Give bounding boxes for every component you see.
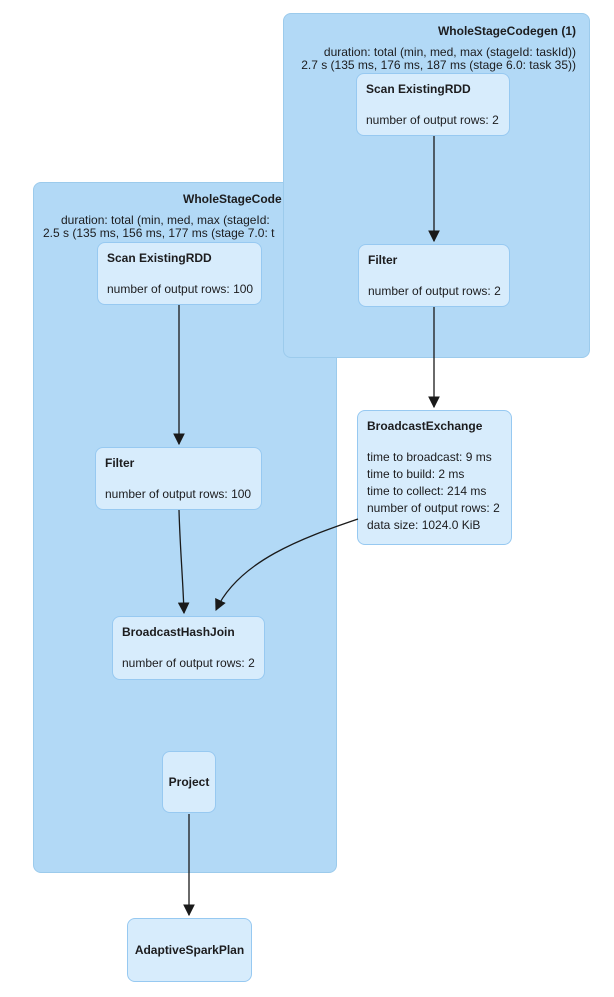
node-title: Filter [105,456,135,470]
plan-node-project [162,751,216,813]
plan-node-broadcast-exchange [357,410,512,545]
node-metrics [367,449,502,534]
node-title: Project [168,775,210,789]
plan-node-broadcast-hash-join [112,616,265,680]
cluster-title: WholeStageCodegen (1) [437,24,576,38]
plan-node-filter-1 [358,244,510,307]
plan-node-scan-existingrdd-1 [356,73,510,136]
node-title: Scan ExistingRDD [107,251,212,265]
node-title: Filter [368,253,398,267]
node-metric: number of output rows: 2 [367,501,500,515]
node-metric: number of output rows: 2 [366,113,499,127]
cluster-duration-line2: 2.5 s (135 ms, 156 ms, 177 ms (stage 7.0: t [43,226,275,240]
cluster-duration-line1: duration: total (min, med, max (stageId: taskId)) [323,45,576,59]
node-metric: number of output rows: 100 [105,487,252,501]
node-metric: time to collect: 214 ms [367,484,487,498]
node-title: Scan ExistingRDD [366,82,471,96]
node-metric: time to broadcast: 9 ms [367,450,492,464]
node-metric: time to build: 2 ms [367,467,465,481]
node-metric: number of output rows: 100 [107,282,254,296]
plan-node-adaptive-spark-plan [127,918,252,982]
cluster-duration-line2: 2.7 s (135 ms, 176 ms, 187 ms (stage 6.0: task 35)) [301,58,576,72]
node-metric: number of output rows: 2 [122,656,255,670]
node-title: AdaptiveSparkPlan [134,943,245,957]
node-metric: number of output rows: 2 [368,284,501,298]
cluster-duration-line1: duration: total (min, med, max (stageId: [61,213,270,227]
node-metric: data size: 1024.0 KiB [367,518,481,532]
node-title: BroadcastHashJoin [122,625,235,639]
plan-node-scan-existingrdd-2 [97,242,262,305]
plan-node-filter-2 [95,447,262,510]
cluster-title: WholeStageCode [183,192,282,206]
node-title: BroadcastExchange [367,419,483,433]
